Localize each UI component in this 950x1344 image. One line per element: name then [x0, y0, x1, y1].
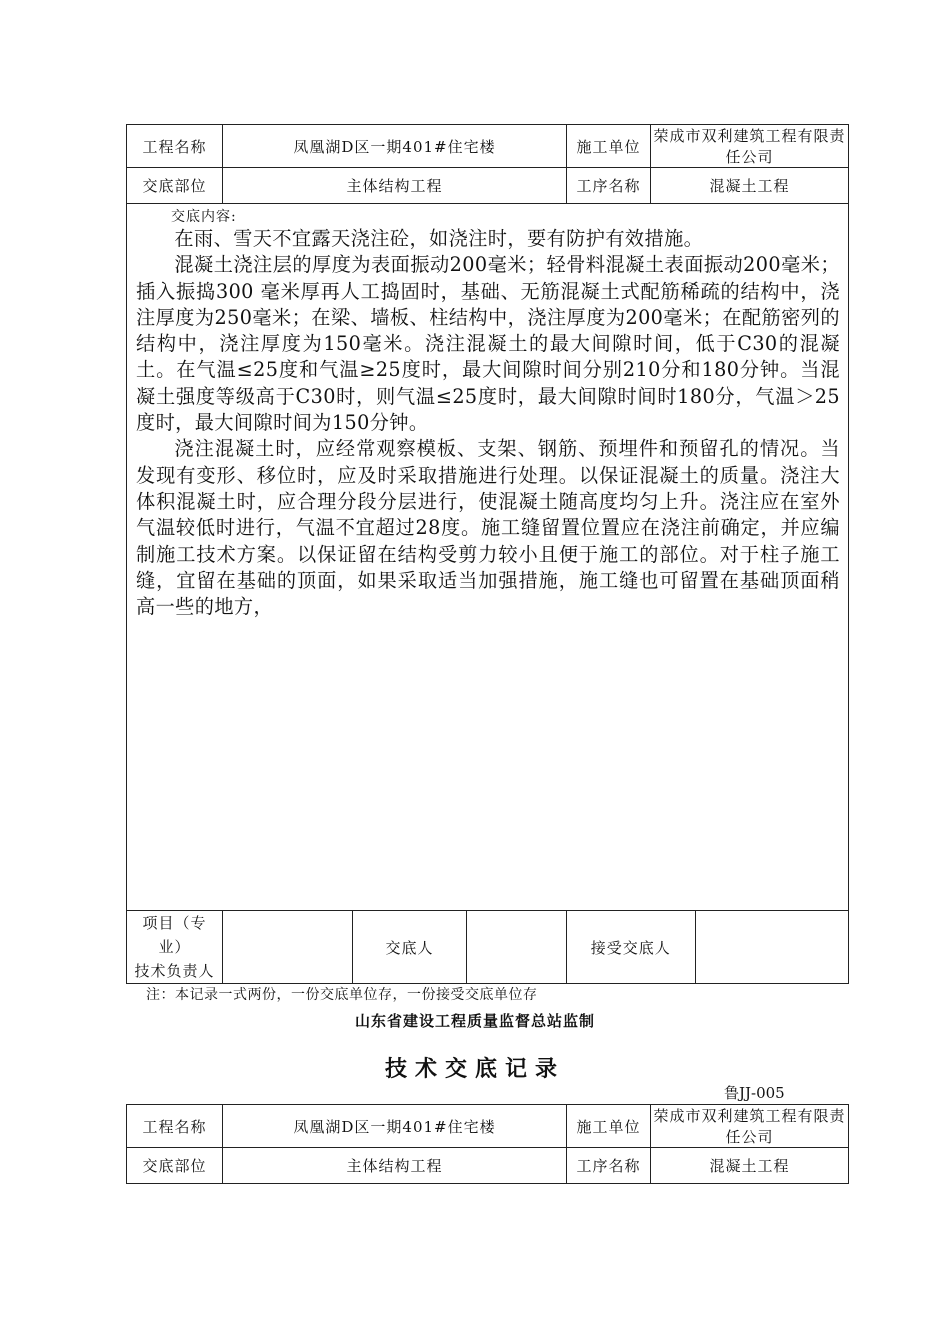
disclosure-content-cell	[127, 204, 849, 911]
process-value: 混凝土工程	[651, 168, 849, 204]
part-value: 主体结构工程	[223, 1148, 567, 1184]
disclosure-table	[126, 124, 849, 984]
document-title: 技术交底记录	[384, 1056, 565, 1082]
receiver-label: 接受交底人	[567, 911, 695, 983]
content-label: 交底内容:	[171, 209, 237, 225]
project-name-label: 工程名称	[127, 1105, 223, 1148]
contractor-value: 荣成市双利建筑工程有限责任公司	[651, 1105, 849, 1148]
tech-lead-line: 技术负责人	[134, 962, 215, 980]
process-value: 混凝土工程	[651, 1148, 849, 1184]
tech-lead-line: 业）	[158, 938, 191, 956]
tech-lead-label	[127, 911, 223, 984]
receiver-inner	[567, 911, 848, 983]
content-body	[136, 226, 840, 620]
footer-note: 注：本记录一式两份，一份交底单位存，一份接受交底单位存	[146, 987, 538, 1003]
tech-lead-line: 项目（专	[142, 914, 207, 932]
part-label: 交底部位	[127, 1148, 223, 1184]
second-disclosure-table	[126, 1104, 849, 1184]
process-label: 工序名称	[567, 168, 651, 204]
discloser-signature	[467, 911, 567, 984]
project-name-value: 凤凰湖D区一期401#住宅楼	[223, 125, 567, 168]
contractor-label: 施工单位	[567, 1105, 651, 1148]
contractor-value: 荣成市双利建筑工程有限责任公司	[651, 125, 849, 168]
discloser-label: 交底人	[353, 911, 467, 984]
project-name-label: 工程名称	[127, 125, 223, 168]
document-code: 鲁JJ-005	[724, 1084, 785, 1102]
supervisor-line: 山东省建设工程质量监督总站监制	[354, 1012, 595, 1030]
content-paragraph: 混凝土浇注层的厚度为表面振动200毫米；轻骨料混凝土表面振动200毫米；插入振捣300 毫米厚再人工捣固时，基础、无筋混凝土式配筋稀疏的结构中，浇注厚度为250毫米；在梁、墙板、柱结构中，浇注厚度为200毫米；在配筋密列的结构中，浇注厚度为150毫米。浇注混凝土的最大间隙时间，低于C30的混凝土。在气温≤25度和气温≥25度时，最大间隙时间分别210分和180分钟。当混凝土强度等级高于C30时，则气温≤25度时，最大间隙时间时180分，气温＞25度时，最大间隙时间为150分钟。	[136, 253, 840, 435]
content-paragraph: 在雨、雪天不宜露天浇注砼，如浇注时，要有防护有效措施。	[174, 227, 704, 250]
part-label: 交底部位	[127, 168, 223, 204]
part-value: 主体结构工程	[223, 168, 567, 204]
project-name-value: 凤凰湖D区一期401#住宅楼	[223, 1105, 567, 1148]
contractor-label: 施工单位	[567, 125, 651, 168]
receiver-signature	[695, 911, 848, 983]
tech-lead-signature	[223, 911, 353, 984]
content-paragraph: 浇注混凝土时，应经常观察模板、支架、钢筋、预埋件和预留孔的情况。当发现有变形、移位时，应及时采取措施进行处理。以保证混凝土的质量。浇注大体积混凝土时，应合理分段分层进行，使混凝土随高度均匀上升。浇注应在室外气温较低时进行，气温不宜超过28度。施工缝留置位置应在浇注前确定，并应编制施工技术方案。以保证留在结构受剪力较小且便于施工的部位。对于柱子施工缝，宜留在基础的顶面，如果采取适当加强措施，施工缝也可留置在基础顶面稍高一些的地方，	[136, 437, 840, 619]
receiver-group	[567, 911, 849, 984]
process-label: 工序名称	[567, 1148, 651, 1184]
